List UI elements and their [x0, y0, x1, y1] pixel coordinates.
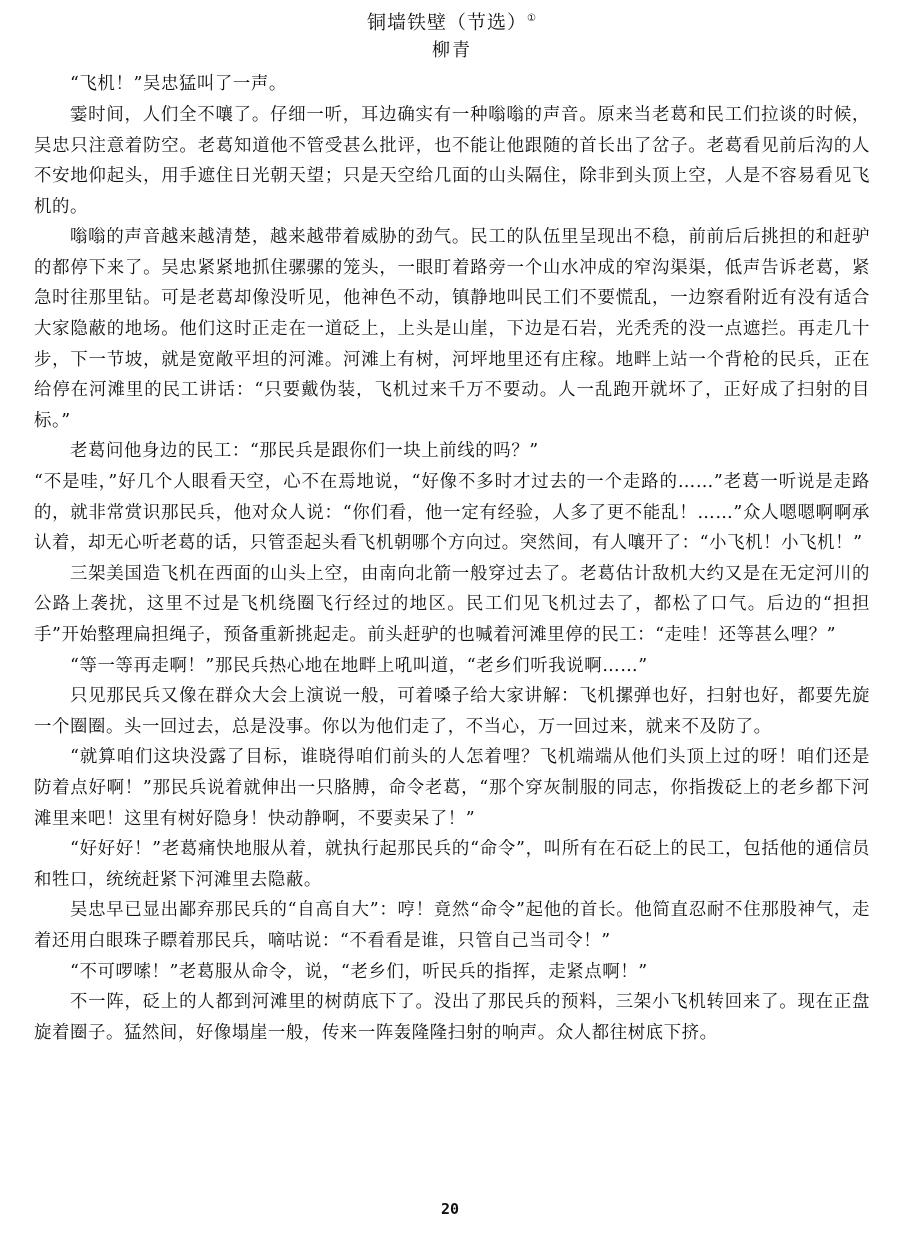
paragraph: “等一等再走啊！”那民兵热心地在地畔上吼叫道，“老乡们听我说啊……” [70, 655, 648, 676]
paragraph: “就算咱们这块没露了目标，谁晓得咱们前头的人怎着哩？飞机端端从他们头顶上过的呀！咱们还是防着点好啊！”那民兵说着就伸出一只胳膊，命令老葛，“那个穿灰制服的同志，你指拨砭上的老乡都下河滩里来吧！这里有树好隐身！快动静啊，不要卖呆了！” [34, 747, 870, 829]
document-title [34, 4, 870, 37]
paragraph: 不一阵，砭上的人都到河滩里的树荫底下了。没出了那民兵的预料，三架小飞机转回来了。现在正盘旋着圈子。猛然间，好像塌崖一般，传来一阵轰隆隆扫射的响声。众人都往树底下挤。 [34, 992, 870, 1043]
footnote-marker: ① [527, 13, 537, 24]
paragraph: 老葛问他身边的民工：“那民兵是跟你们一块上前线的吗？” [70, 441, 539, 462]
paragraph: 霎时间，人们全不嚷了。仔细一听，耳边确实有一种嗡嗡的声音。原来当老葛和民工们拉谈的时候，吴忠只注意着防空。老葛知道他不管受甚么批评，也不能让他跟随的首长出了岔子。老葛看见前后沟的人不安地仰起头，用手遮住日光朝天望；只是天空给几面的山头隔住，除非到头顶上空，人是不容易看见飞机的。 [34, 104, 870, 217]
title-text: 铜墙铁壁（节选） [367, 11, 528, 34]
article-body [34, 69, 870, 1048]
author-name: 柳青 [432, 40, 472, 62]
paragraph: “不是哇，”好几个人眼看天空，心不在焉地说，“好像不多时才过去的一个走路的……”老葛一听说是走路的，就非常赏识那民兵，他对众人说：“你们看，他一定有经验，人多了更不能乱！……”众人嗯嗯啊啊承认着，却无心听老葛的话，只管歪起头看飞机朝哪个方向过。突然间，有人嚷开了：“小飞机！小飞机！” [34, 472, 870, 554]
page-number: 20 [440, 1200, 460, 1218]
paragraph: 吴忠早已显出鄙弃那民兵的“自高自大”：哼！竟然“命令”起他的首长。他简直忍耐不住那股神气，走着还用白眼珠子瞟着那民兵，嘀咕说：“不看看是谁，只管自己当司令！” [34, 900, 870, 951]
paragraph: 只见那民兵又像在群众大会上演说一般，可着嗓子给大家讲解：飞机摞弹也好，扫射也好，都要先旋一个圈圈。头一回过去，总是没事。你以为他们走了，不当心，万一回过来，就来不及防了。 [34, 686, 870, 737]
paragraph: 三架美国造飞机在西面的山头上空，由南向北箭一般穿过去了。老葛估计敌机大约又是在无定河川的公路上袭扰，这里不过是飞机绕圈飞行经过的地区。民工们见飞机过去了，都松了口气。后边的“担担手”开始整理扁担绳子，预备重新挑起走。前头赶驴的也喊着河滩里停的民工：“走哇！还等甚么哩？” [34, 563, 870, 646]
paragraph: 嗡嗡的声音越来越清楚，越来越带着威胁的劲气。民工的队伍里呈现出不稳，前前后后挑担的和赶驴的都停下来了。吴忠紧紧地抓住骡骡的笼头，一眼盯着路旁一个山水冲成的窄沟渠渠，低声告诉老葛，紧急时往那里钻。可是老葛却像没听见，他神色不动，镇静地叫民工们不要慌乱，一边察看附近有没有适合大家隐蔽的地场。他们这时正走在一道砭上，上头是山崖，下边是石岩，光秃秃的没一点遮拦。再走几十步，下一节坡，就是宽敞平坦的河滩。河滩上有树，河坪地里还有庄稼。地畔上站一个背枪的民兵，正在给停在河滩里的民工讲话：“只要戴伪装，飞机过来千万不要动。人一乱跑开就坏了，正好成了扫射的目标。” [34, 227, 870, 431]
paragraph: “好好好！”老葛痛快地服从着，就执行起那民兵的“命令”，叫所有在石砭上的民工，包括他的通信员和牲口，统统赶紧下河滩里去隐蔽。 [34, 839, 870, 890]
paragraph: “飞机！”吴忠猛叫了一声。 [70, 74, 287, 95]
paragraph: “不可啰嗦！”老葛服从命令，说，“老乡们，听民兵的指挥，走紧点啊！” [70, 961, 648, 982]
